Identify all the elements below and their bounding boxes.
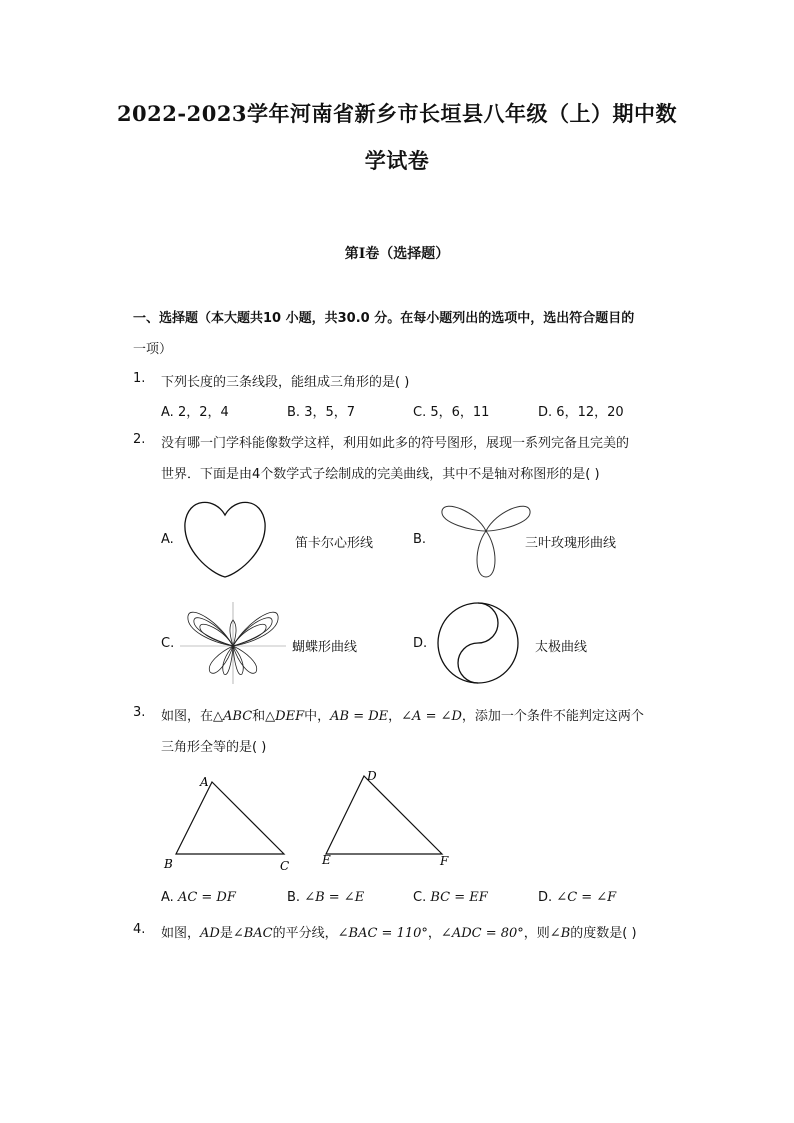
q4-angle-bac: ∠BAC	[232, 926, 273, 941]
question-1-option-a[interactable]	[161, 401, 229, 420]
question-2-option-a-caption: 笛卡尔心形线	[295, 536, 374, 551]
vertex-label-e: E	[322, 853, 331, 867]
vertex-label-b: B	[164, 857, 173, 871]
cardioid-figure	[180, 495, 270, 581]
q4-text-is: 是	[219, 926, 233, 941]
question-4-number: 4.	[133, 922, 146, 937]
exam-title-line1: 2022-2023学年河南省新乡市长垣县八年级（上）期中数	[116, 101, 678, 126]
question-3-number: 3.	[133, 705, 146, 720]
option-value: ∠C = ∠F	[556, 890, 617, 905]
question-3-option-b[interactable]	[287, 890, 364, 905]
question-3-text-line1	[161, 705, 644, 724]
q3-condition-angle-a-d: ∠A = ∠D	[401, 709, 462, 724]
triangles-figure	[160, 768, 460, 876]
question-4-text	[161, 922, 637, 941]
option-label: B.	[287, 405, 301, 420]
question-2-option-b-label[interactable]: B.	[413, 532, 427, 547]
question-2-option-d-label[interactable]: D.	[413, 636, 428, 651]
question-2-option-a-label[interactable]: A.	[161, 532, 174, 547]
option-value: 3，5，7	[304, 405, 356, 420]
question-2-text-line2: 世界．下面是由4个数学式子绘制成的完美曲线，其中不是轴对称图形的是( )	[161, 467, 600, 482]
q4-text-post: 的度数是( )	[570, 926, 637, 941]
question-3-option-c[interactable]	[413, 890, 488, 905]
question-2-option-c-caption: 蝴蝶形曲线	[292, 640, 358, 655]
taiji-curve-figure	[436, 601, 520, 685]
q3-text-and: 和	[252, 709, 266, 724]
q3-text-pre: 如图，在	[161, 709, 214, 724]
vertex-label-a: A	[200, 775, 209, 789]
question-3-text-line2: 三角形全等的是( )	[161, 740, 267, 755]
option-label: A.	[161, 890, 174, 905]
q4-text-bisector: 的平分线，	[272, 926, 338, 941]
exam-title-line2: 学试卷	[364, 148, 430, 173]
q3-triangle-abc: △ABC	[213, 709, 253, 724]
q4-text-then: ，则	[523, 926, 550, 941]
question-1-text: 下列长度的三条线段，能组成三角形的是( )	[161, 375, 410, 390]
q4-condition-adc: ∠ADC = 80°	[440, 926, 524, 941]
option-value: AC = DF	[177, 890, 236, 905]
section-subtitle: 第I卷（选择题）	[344, 246, 450, 262]
question-1-option-d[interactable]	[538, 401, 624, 420]
option-label: C.	[413, 890, 427, 905]
option-value: 5，6，11	[430, 405, 490, 420]
q4-sep: ，	[427, 926, 441, 941]
question-2-option-d-caption: 太极曲线	[535, 640, 588, 655]
question-3-option-d[interactable]	[538, 890, 616, 905]
option-value: ∠B = ∠E	[304, 890, 365, 905]
option-label: B.	[287, 890, 301, 905]
section-heading: 一、选择题（本大题共10 小题，共30.0 分。在每小题列出的选项中，选出符合题目的	[133, 311, 635, 326]
question-3-option-a[interactable]	[161, 890, 236, 905]
option-value: 6，12，20	[556, 405, 624, 420]
option-value: BC = EF	[430, 890, 488, 905]
question-2-text-line1: 没有哪一门学科能像数学这样，利用如此多的符号图形，展现一系列完备且完美的	[161, 436, 630, 451]
q4-segment-ad: AD	[200, 926, 220, 941]
question-2-number: 2.	[133, 432, 146, 447]
vertex-label-d: D	[367, 769, 377, 783]
three-leaf-rose-figure	[436, 495, 536, 581]
vertex-label-c: C	[280, 859, 290, 873]
option-label: D.	[538, 890, 553, 905]
q4-text-pre: 如图，	[161, 926, 201, 941]
q3-triangle-def: △DEF	[265, 709, 305, 724]
question-2-option-b-caption: 三叶玫瑰形曲线	[525, 536, 617, 551]
q4-condition-bac: ∠BAC = 110°	[337, 926, 428, 941]
question-1-number: 1.	[133, 371, 146, 386]
q3-condition-ab-de: AB = DE	[330, 709, 389, 724]
section-heading-cont: 一项）	[133, 342, 173, 357]
question-1-option-c[interactable]	[413, 401, 489, 420]
option-label: D.	[538, 405, 553, 420]
q3-sep: ，	[388, 709, 402, 724]
q3-text-mid: 中，	[304, 709, 331, 724]
option-value: 2，2，4	[177, 405, 229, 420]
option-label: C.	[413, 405, 427, 420]
question-1-option-b[interactable]	[287, 401, 355, 420]
question-2-option-c-label[interactable]: C.	[161, 636, 175, 651]
butterfly-curve-figure	[180, 602, 286, 684]
vertex-label-f: F	[440, 854, 449, 868]
q3-text-post: ，添加一个条件不能判定这两个	[461, 709, 644, 724]
option-label: A.	[161, 405, 174, 420]
q4-angle-b: ∠B	[549, 926, 571, 941]
